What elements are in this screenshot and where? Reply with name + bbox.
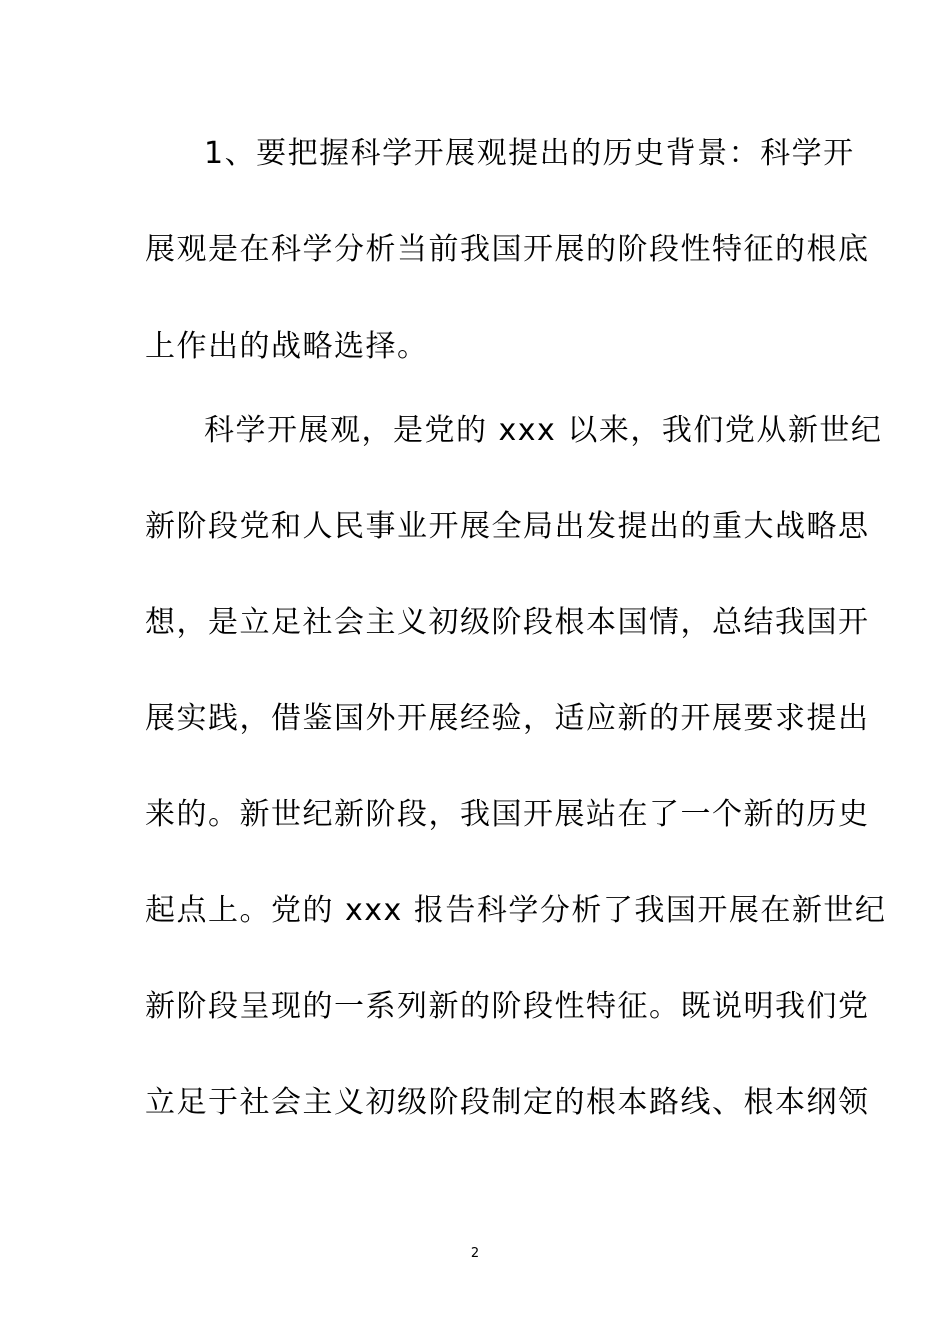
paragraph-line-6: 想，是立足社会主义初级阶段根本国情，总结我国开 <box>145 605 870 640</box>
paragraph-line-1: 1、要把握科学开展观提出的历史背景：科学开 <box>204 136 855 171</box>
page-number: 2 <box>470 1246 480 1261</box>
paragraph-line-8: 来的。新世纪新阶段，我国开展站在了一个新的历史 <box>145 797 870 832</box>
paragraph-line-2: 展观是在科学分析当前我国开展的阶段性特征的根底 <box>145 232 870 267</box>
paragraph-line-3: 上作出的战略选择。 <box>145 329 429 364</box>
paragraph-line-7: 展实践，借鉴国外开展经验，适应新的开展要求提出 <box>145 701 870 736</box>
paragraph-line-9: 起点上。党的 xxx 报告科学分析了我国开展在新世纪 <box>145 893 887 928</box>
paragraph-line-10: 新阶段呈现的一系列新的阶段性特征。既说明我们党 <box>145 989 870 1024</box>
paragraph-line-11: 立足于社会主义初级阶段制定的根本路线、根本纲领 <box>145 1085 870 1120</box>
paragraph-line-5: 新阶段党和人民事业开展全局出发提出的重大战略思 <box>145 509 870 544</box>
paragraph-line-4: 科学开展观，是党的 xxx 以来，我们党从新世纪 <box>204 413 883 448</box>
